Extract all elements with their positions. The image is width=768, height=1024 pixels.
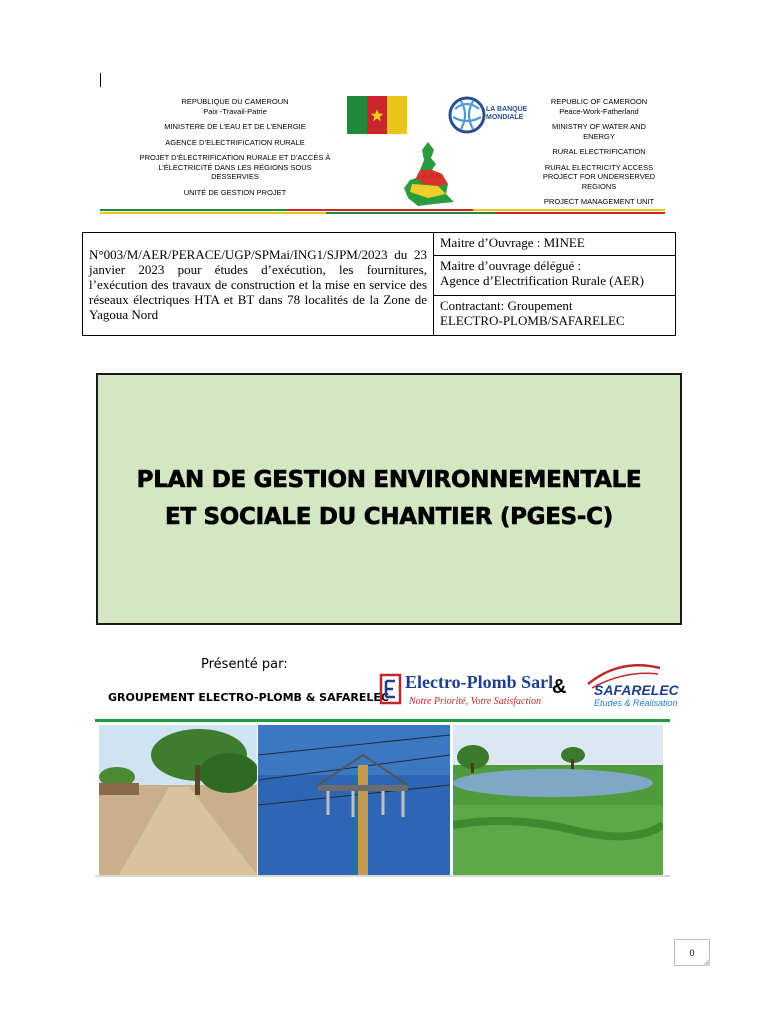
delegate-label: Maitre d’ouvrage délégué : (440, 257, 582, 273)
owner-cell: Maitre d’Ouvrage : MINEE (434, 233, 676, 256)
electro-plomb-name: Electro-Plomb Sarl (405, 672, 554, 692)
header-right-line: RURAL ELECTRICITY ACCESS (544, 162, 654, 172)
document-title-line: PLAN DE GESTION ENVIRONNEMENTALE (136, 467, 642, 493)
globe-icon (447, 95, 487, 135)
delegate-value: Agence d’Electrification Rurale (AER) (440, 272, 644, 288)
wetland-photo (453, 725, 663, 875)
header-left-line: AGENCE D’ELECTRIFICATION RURALE (165, 137, 305, 147)
delegate-cell (434, 255, 676, 295)
tricolor-divider (100, 209, 665, 215)
site-photos (95, 719, 670, 879)
cameroon-flag-icon (347, 96, 407, 134)
groupement-label: GROUPEMENT ELECTRO-PLOMB & SAFARELEC (108, 691, 389, 704)
power-line-photo (258, 725, 450, 875)
aer-logo-text: A.E.R (422, 173, 441, 180)
safarelec-logo (580, 662, 680, 712)
electro-plomb-logo (378, 668, 554, 710)
header-left-line: MINISTERE DE L’EAU ET DE L’ENERGIE (164, 122, 306, 131)
world-bank-logo (447, 95, 537, 135)
header-left-line: REPUBLIQUE DU CAMEROUN (181, 97, 289, 106)
header-right-line: PROJECT FOR UNDERSERVED (542, 172, 656, 181)
header-right-line: RURAL ELECTRIFICATION (552, 147, 646, 156)
contract-reference-table (82, 232, 676, 336)
header-left-block (110, 97, 360, 197)
page-number-text: 0 (689, 947, 695, 958)
world-bank-text: LA BANQUE (486, 106, 528, 113)
header-right-line: REPUBLIC OF CAMEROON (550, 97, 648, 106)
electro-plomb-mark-icon (378, 672, 404, 706)
aer-map-logo (398, 140, 460, 210)
header-left-line: Paix -Travail-Patrie (203, 106, 267, 116)
safarelec-subtitle: Etudes & Réalisation (594, 698, 678, 708)
header-right-line: PROJECT MANAGEMENT UNIT (543, 197, 655, 206)
header-right-block (536, 97, 662, 207)
document-title-box (96, 373, 682, 625)
header-right-line: Peace-Work-Fatherland (559, 106, 639, 116)
header-left-line: DESSERVIES (211, 172, 259, 181)
header-right-line: REGIONS (581, 181, 617, 191)
world-bank-text: MONDIALE (486, 114, 524, 121)
contract-reference-cell: N°003/M/AER/PERACE/UGP/SPMai/ING1/SJPM/2023 du 23 janvier 2023 pour études d’exécution, les fournitures, l’exécution des travaux de construction et la mise en service des réseaux électriques HTA et BT dans 78 localités de la Zone de Yagoua Nord (83, 233, 434, 336)
contractor-value: ELECTRO-PLOMB/SAFARELEC (440, 312, 625, 328)
dirt-road-photo (99, 725, 257, 875)
header-left-line: UNITÉ DE GESTION PROJET (183, 187, 287, 197)
header-left-line: PROJET D’ÉLECTRIFICATION RURALE ET D’ACCÈS À (139, 153, 331, 162)
contractor-cell (434, 295, 676, 335)
safarelec-name: SAFARELEC (594, 682, 679, 698)
electro-plomb-slogan: Notre Priorité, Votre Satisfaction (409, 696, 542, 707)
document-title-line: ET SOCIALE DU CHANTIER (PGES-C) (165, 504, 613, 530)
text-cursor (100, 73, 101, 87)
header-right-line: MINISTRY OF WATER AND ENERGY (552, 122, 646, 141)
header-left-line: L’ÉLECTRICITÉ DANS LES RÉGIONS SOUS (158, 162, 312, 172)
page-number (674, 939, 710, 966)
contractor-label: Contractant: Groupement (440, 297, 573, 313)
ampersand: & (552, 676, 567, 698)
presented-by-label: Présenté par: (201, 657, 288, 672)
